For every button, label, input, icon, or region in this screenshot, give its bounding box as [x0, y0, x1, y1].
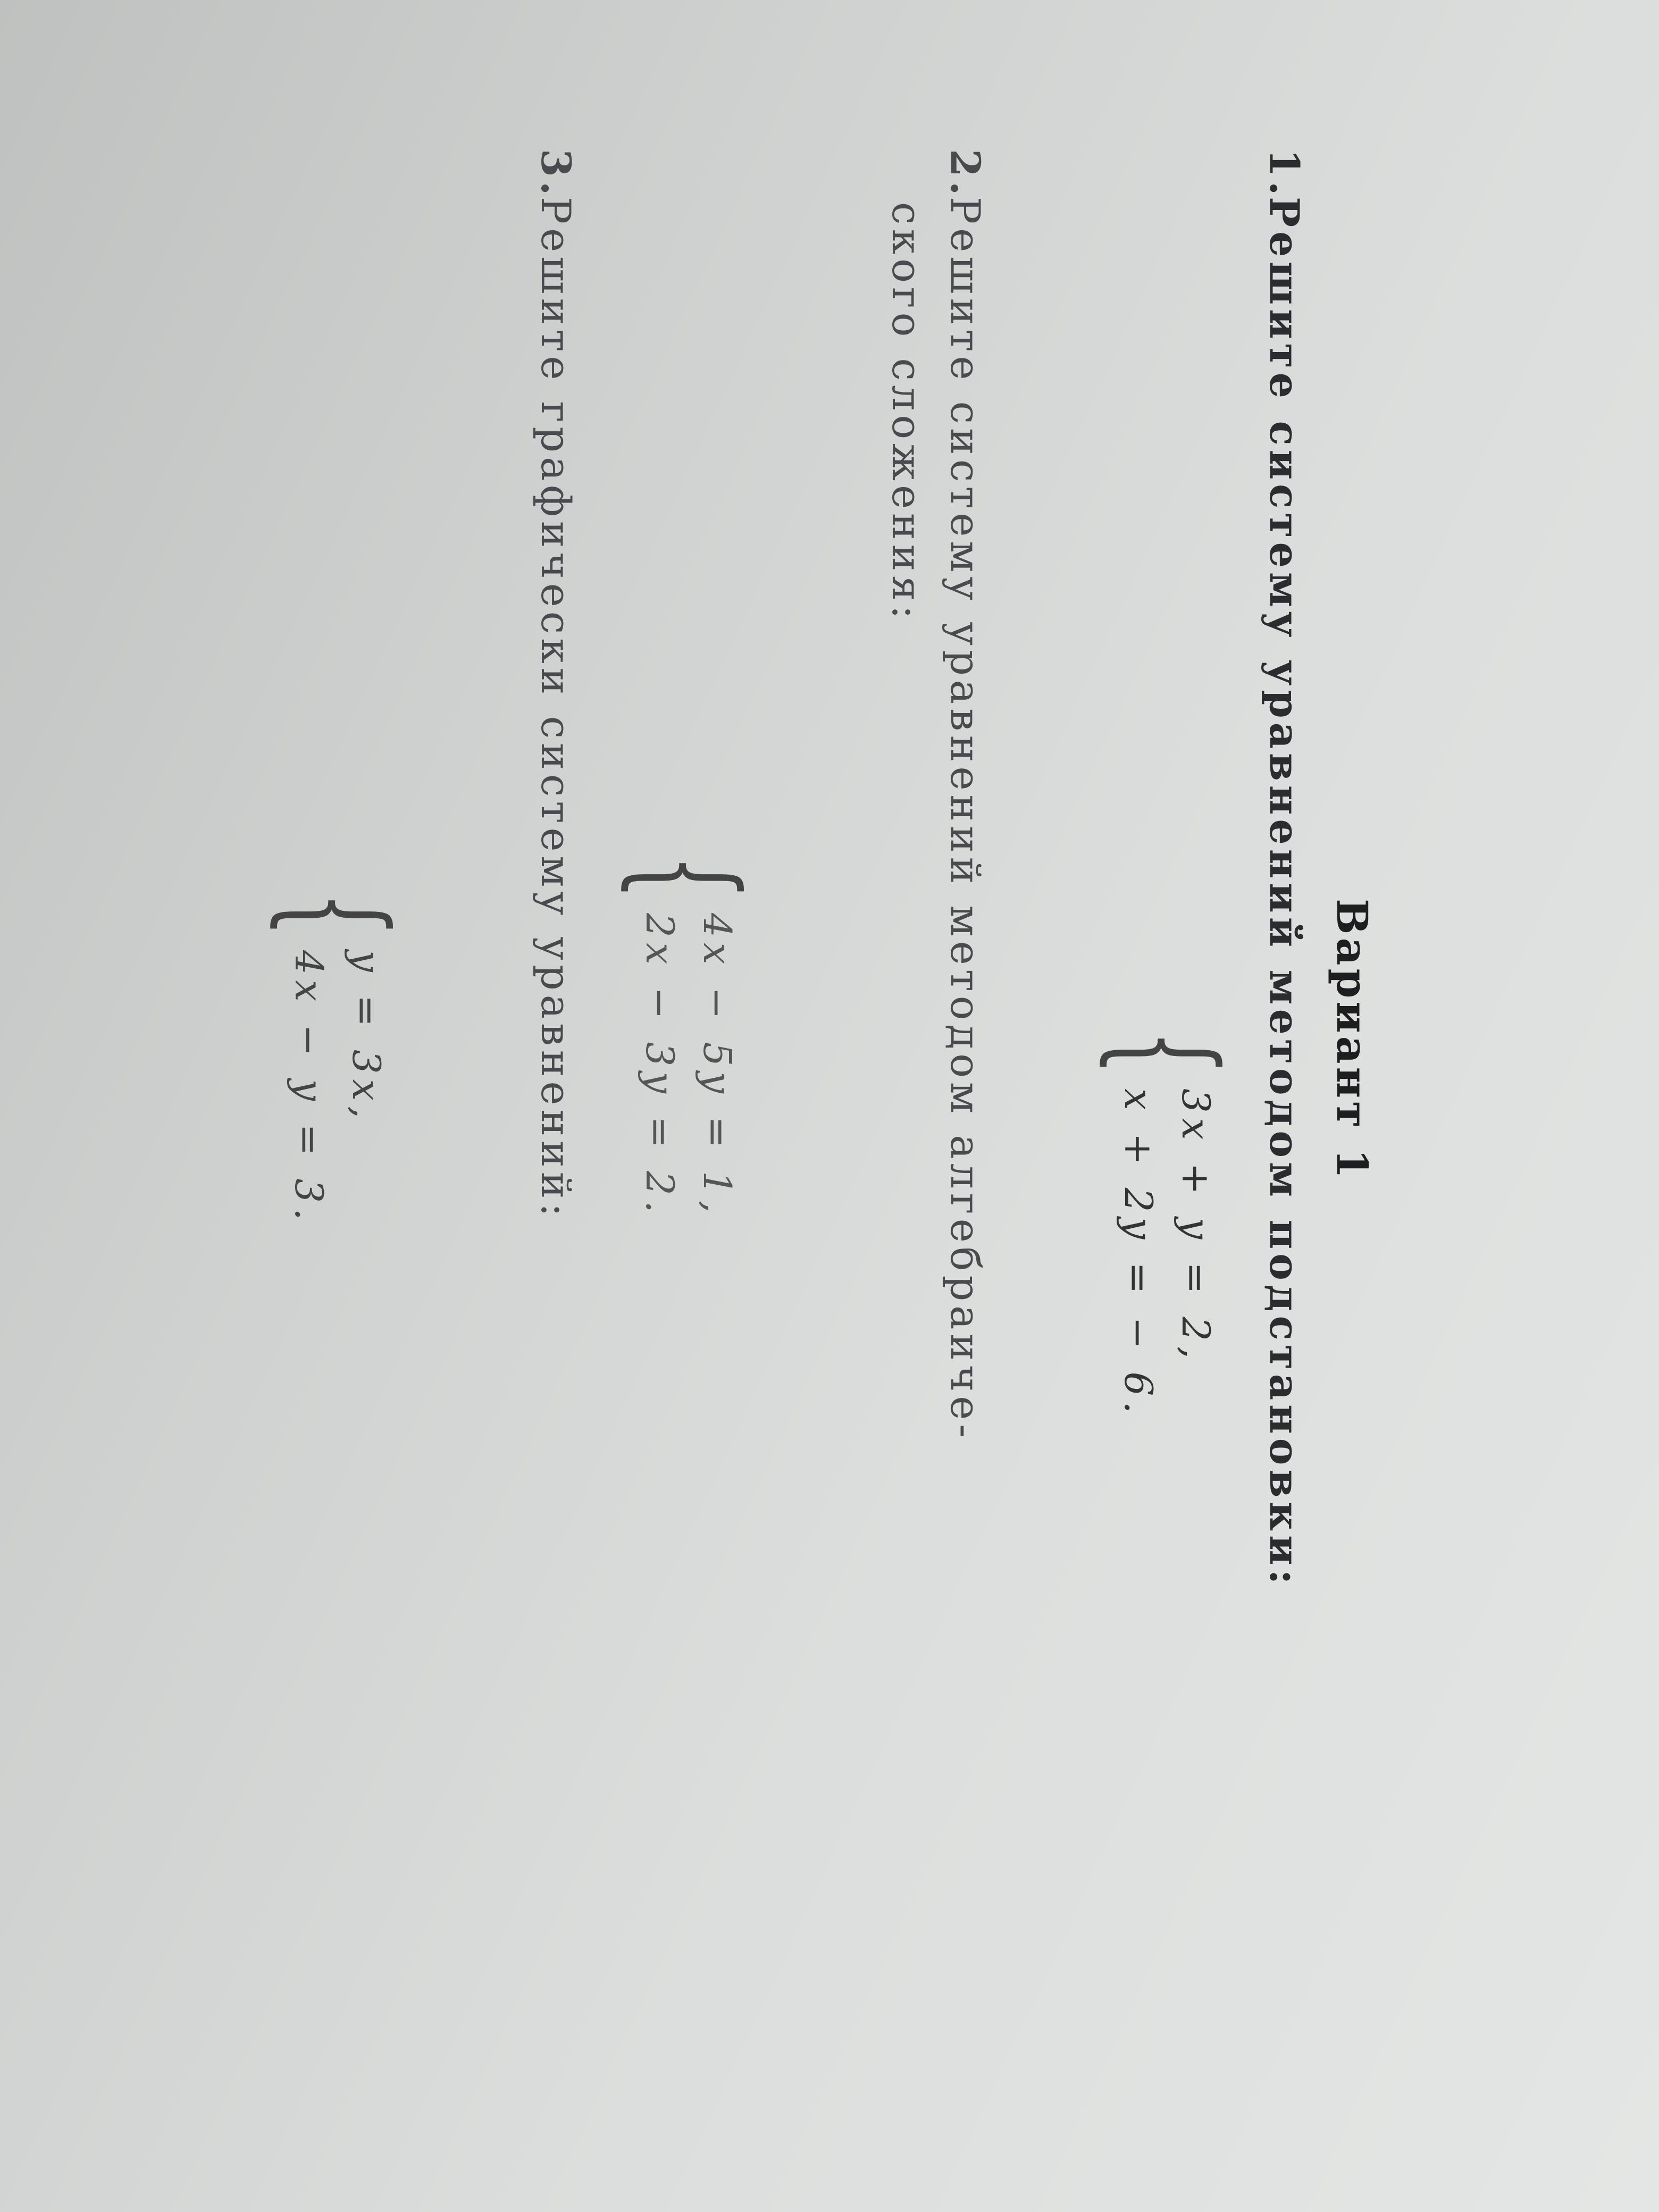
task-2-number: 2.: [942, 149, 989, 200]
variant-title: Вариант 1: [1327, 899, 1377, 1182]
task-3-equation-1: y = 3x,: [344, 950, 389, 1124]
task-2-text: Решите систему уравнений методом алгебраиче-: [942, 197, 989, 1442]
task-1-statement: [1261, 149, 1308, 1589]
task-3-system: [261, 851, 415, 1226]
task-3-statement: [532, 149, 580, 1221]
brace-icon: {: [1090, 1029, 1245, 1079]
task-2-equation-2: 2x − 3y = 2.: [638, 913, 682, 1218]
task-1-system: [1090, 989, 1245, 1419]
task-2-text-continuation: ского сложения:: [883, 202, 931, 623]
task-3-text: Решите графически систему уравнений:: [532, 197, 580, 1221]
task-1-number: 1.: [1261, 149, 1308, 200]
task-3-number: 3.: [532, 149, 580, 200]
task-1-equation-1: 3x + y = 2,: [1174, 1088, 1218, 1364]
task-2-statement: [942, 149, 989, 1442]
brace-icon: {: [261, 891, 415, 941]
task-2-equation-1: 4x − 5y = 1,: [695, 913, 740, 1218]
task-1-equation-2: x + 2y = − 6.: [1116, 1088, 1161, 1419]
task-2-system: [611, 814, 766, 1218]
task-3-equation-2: 4x − y = 3.: [287, 950, 331, 1226]
brace-icon: {: [611, 854, 766, 904]
task-1-text: Решите систему уравнений методом подстановки:: [1261, 197, 1308, 1589]
